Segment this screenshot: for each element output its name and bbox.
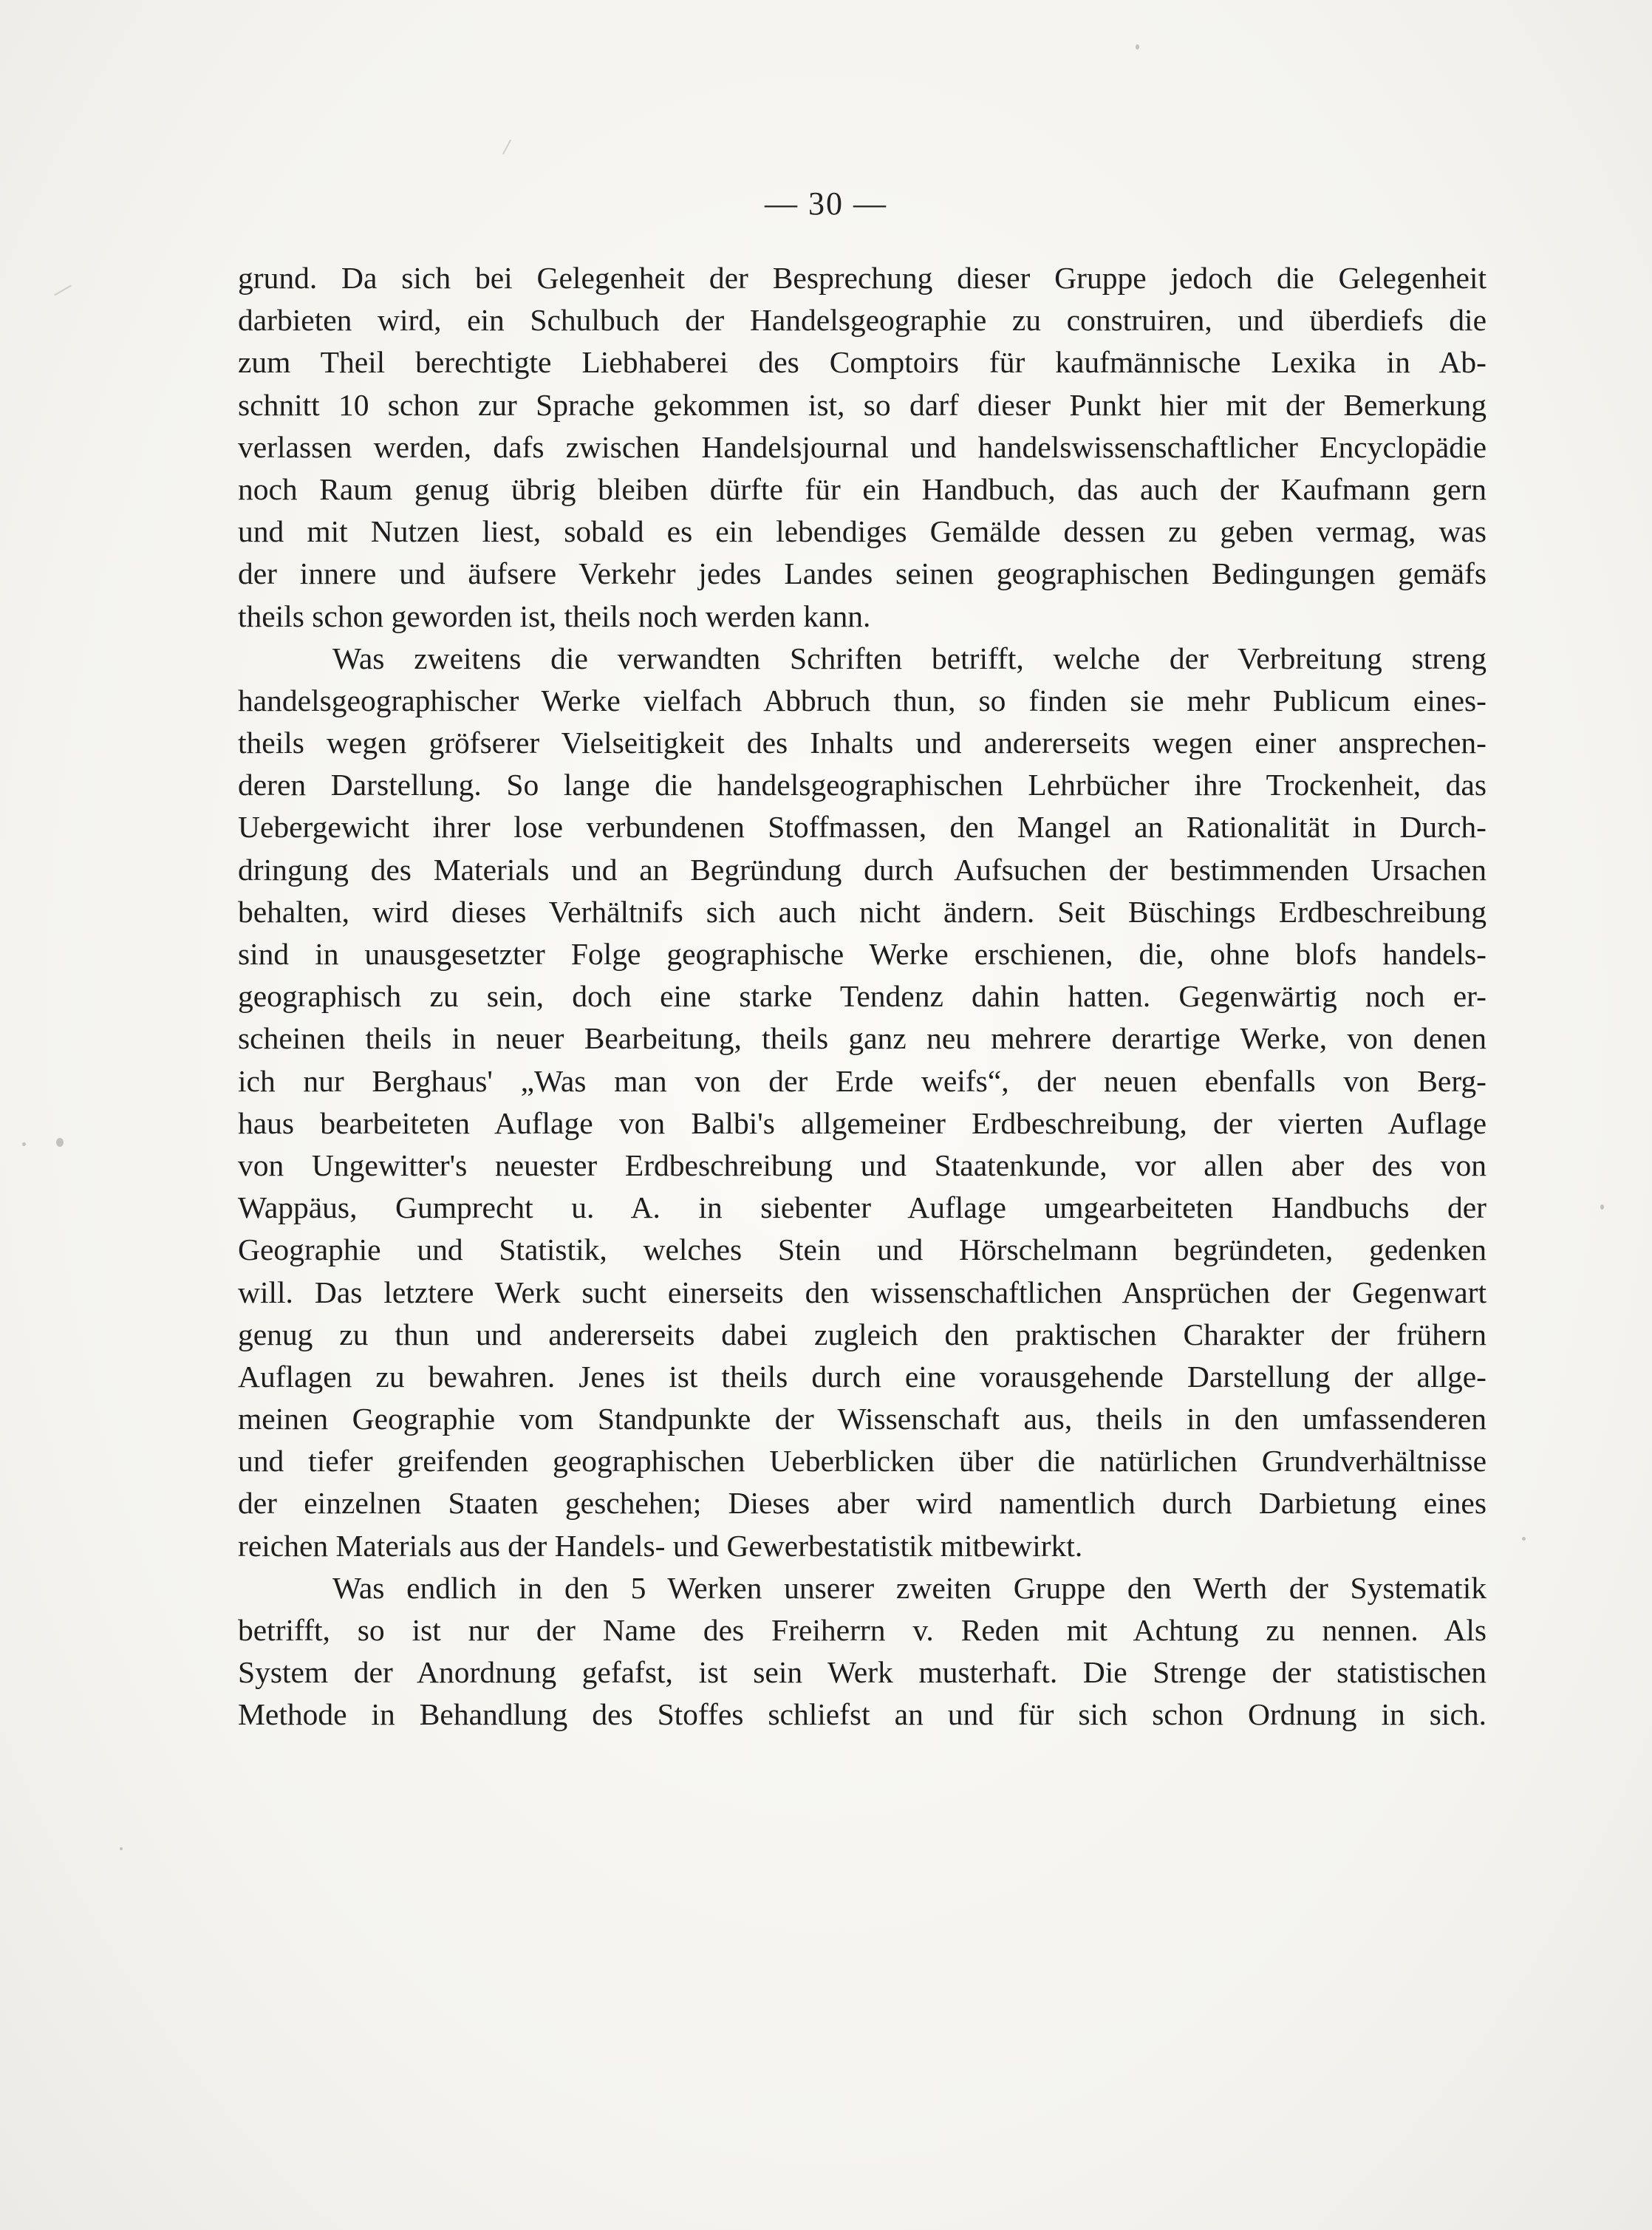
scan-speck [1136,44,1139,50]
scan-mark [54,285,72,296]
text-line: grund. Da sich bei Gelegenheit der Besprechung dieser Gruppe jedoch die Gelegenheit [238,261,1487,295]
body-text [238,257,1487,1736]
scan-mark [502,140,511,154]
text-line: betrifft, so ist nur der Name des Freiherrn v. Reden mit Achtung zu nennen. Als [238,1613,1487,1647]
text-line: haus bearbeiteten Auflage von Balbi's allgemeiner Erdbeschreibung, der vierten Auflage [238,1105,1487,1140]
text-line: Geographie und Statistik, welches Stein und Hörschelmann begründeten, gedenken [238,1232,1487,1267]
text-line: reichen Materials aus der Handels- und Gewerbestatistik mitbewirkt. [238,1528,1083,1563]
text-line: ich nur Berghaus' „Was man von der Erde weifs“, der neuen ebenfalls von Berg- [238,1063,1487,1098]
text-line: darbieten wird, ein Schulbuch der Handelsgeographie zu construiren, und überdiefs die [238,303,1487,338]
text-line: will. Das letztere Werk sucht einerseits den wissenschaftlichen Ansprüchen der Gegenwart [238,1275,1487,1309]
text-line: Methode in Behandlung des Stoffes schliefst an und für sich schon Ordnung in sich. [238,1697,1487,1732]
text-line: zum Theil berechtigte Liebhaberei des Comptoirs für kaufmännische Lexika in Ab- [238,345,1487,380]
text-line: und mit Nutzen liest, sobald es ein lebendiges Gemälde dessen zu geben vermag, was [238,514,1487,549]
text-line: genug zu thun und andererseits dabei zugleich den praktischen Charakter der frühern [238,1317,1487,1351]
text-line: Auflagen zu bewahren. Jenes ist theils durch eine vorausgehende Darstellung der allge- [238,1359,1487,1394]
text-line: deren Darstellung. So lange die handelsgeographischen Lehrbücher ihre Trockenheit, das [238,768,1487,802]
text-line: geographisch zu sein, doch eine starke Tendenz dahin hatten. Gegenwärtig noch er- [238,979,1487,1014]
paragraph-1 [238,257,1487,638]
scan-speck [1522,1537,1526,1541]
text-line: der innere und äufsere Verkehr jedes Landes seinen geographischen Bedingungen gemäfs [238,556,1487,591]
scan-speck [1600,1204,1604,1210]
text-line: Wappäus, Gumprecht u. A. in siebenter Auflage umgearbeiteten Handbuchs der [238,1190,1487,1225]
text-line: theils schon geworden ist, theils noch werden kann. [238,599,871,633]
page-number: — 30 — [765,185,887,222]
text-line: sind in unausgesetzter Folge geographische Werke erschienen, die, ohne blofs handels- [238,937,1487,971]
paragraph-3 [238,1567,1487,1736]
text-line: scheinen theils in neuer Bearbeitung, theils ganz neu mehrere derartige Werke, von denen [238,1021,1487,1056]
scan-speck [56,1138,64,1147]
text-line: dringung des Materials und an Begründung durch Aufsuchen der bestimmenden Ursachen [238,852,1487,887]
text-line: handelsgeographischer Werke vielfach Abbruch thun, so finden sie mehr Publicum eines- [238,683,1487,717]
text-line: Was zweitens die verwandten Schriften betrifft, welche der Verbreitung streng [332,641,1487,675]
text-line: und tiefer greifenden geographischen Ueberblicken über die natürlichen Grundverhältnisse [238,1444,1487,1479]
text-line: meinen Geographie vom Standpunkte der Wissenschaft aus, theils in den umfassenderen [238,1402,1487,1436]
text-line: von Ungewitter's neuester Erdbeschreibung und Staatenkunde, vor allen aber des von [238,1148,1487,1182]
text-line: System der Anordnung gefafst, ist sein Werk musterhaft. Die Strenge der statistischen [238,1655,1487,1690]
scan-speck [120,1847,123,1850]
text-line: verlassen werden, dafs zwischen Handelsjournal und handelswissenschaftlicher Encyclopädie [238,429,1487,464]
text-line: theils wegen gröfserer Vielseitigkeit des Inhalts und andererseits wegen einer ansprechen- [238,726,1487,760]
text-line: Was endlich in den 5 Werken unserer zweiten Gruppe den Werth der Systematik [332,1570,1487,1605]
text-line: Uebergewicht ihrer lose verbundenen Stoffmassen, den Mangel an Rationalität in Durch- [238,810,1487,845]
text-line: schnitt 10 schon zur Sprache gekommen ist, so darf dieser Punkt hier mit der Bemerkung [238,387,1487,422]
scan-speck [22,1142,26,1146]
paragraph-2 [238,638,1487,1567]
text-line: noch Raum genug übrig bleiben dürfte für ein Handbuch, das auch der Kaufmann gern [238,471,1487,506]
text-line: behalten, wird dieses Verhältnifs sich auch nicht ändern. Seit Büschings Erdbeschreibung [238,894,1487,929]
text-line: der einzelnen Staaten geschehen; Dieses aber wird namentlich durch Darbietung eines [238,1486,1487,1521]
